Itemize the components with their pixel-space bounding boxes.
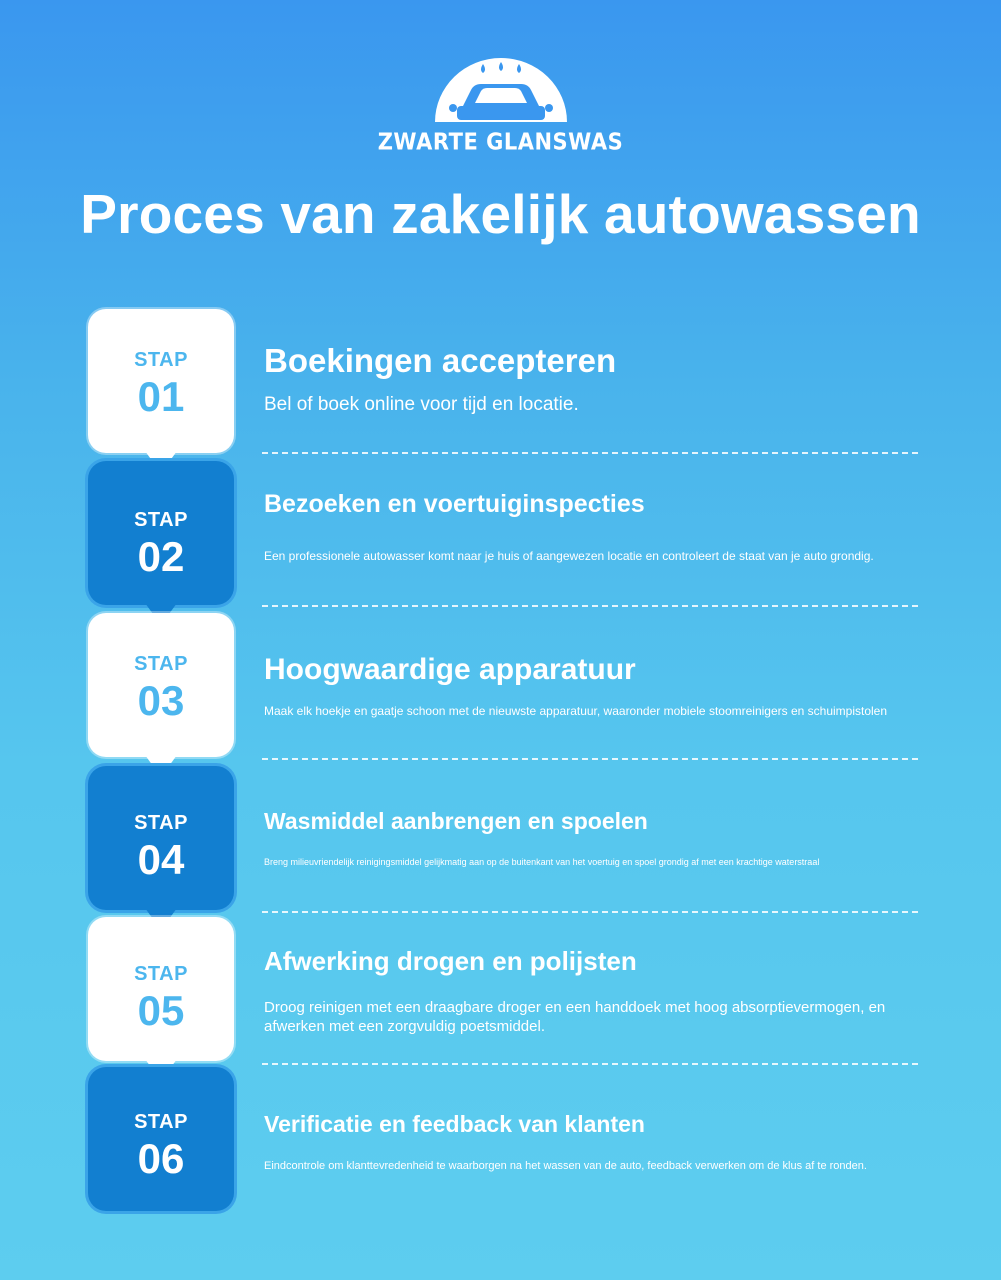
step-number: 02 [137,533,185,580]
step-text-05 [264,946,904,1036]
step-label: STAP [134,653,188,675]
step-description: Bel of boek online voor tijd en locatie. [264,394,579,415]
step-label: STAP [134,963,188,985]
step-text-02 [264,490,924,563]
step-card-06 [88,1067,234,1211]
step-label: STAP [134,509,188,531]
step-number: 06 [137,1135,185,1182]
step-card-01 [88,309,234,453]
step-title: Boekingen accepteren [264,342,617,379]
step-text-03 [264,653,924,718]
step-card-05 [88,917,234,1061]
step-divider [262,758,918,760]
step-number: 04 [137,836,185,883]
step-number: 03 [137,677,185,724]
step-label: STAP [134,812,188,834]
page-title: Proces van zakelijk autowassen [80,183,921,245]
step-description: Eindcontrole om klanttevredenheid te waarborgen na het wassen van de auto, feedback verwerken om de klus af te ronden. [264,1160,867,1172]
step-description: Breng milieuvriendelijk reinigingsmiddel gelijkmatig aan op de buitenkant van het voertuig en spoel grondig af met een krachtige waterstraal [264,857,820,867]
step-divider [262,911,918,913]
step-number: 05 [137,987,185,1034]
step-description: Een professionele autowasser komt naar je huis of aangewezen locatie en controleert de staat van je auto grondig. [264,549,874,563]
step-divider [262,605,918,607]
step-label: STAP [134,349,188,371]
step-description: Droog reinigen met een draagbare droger en een handdoek met hoog absorptievermogen, en afwerken met een zorgvuldig poetsmiddel. [264,999,886,1035]
brand-name: ZWARTE GLANSWAS [377,128,624,156]
step-card-04 [88,766,234,910]
step-title: Bezoeken en voertuiginspecties [264,490,645,518]
step-number: 01 [137,373,185,420]
step-title: Verificatie en feedback van klanten [264,1111,645,1137]
step-divider [262,452,918,454]
step-divider [262,1063,918,1065]
step-description: Maak elk hoekje en gaatje schoon met de nieuwste apparatuur, waaronder mobiele stoomreinigers en schuimpistolen [264,704,888,718]
step-text-06 [264,1111,924,1172]
step-card-02 [88,461,234,605]
step-text-01 [264,342,924,416]
step-title: Afwerking drogen en polijsten [264,946,637,976]
step-title: Wasmiddel aanbrengen en spoelen [264,808,648,834]
step-label: STAP [134,1111,188,1133]
step-text-04 [264,808,924,867]
step-title: Hoogwaardige apparatuur [264,653,636,686]
step-card-03 [88,613,234,757]
